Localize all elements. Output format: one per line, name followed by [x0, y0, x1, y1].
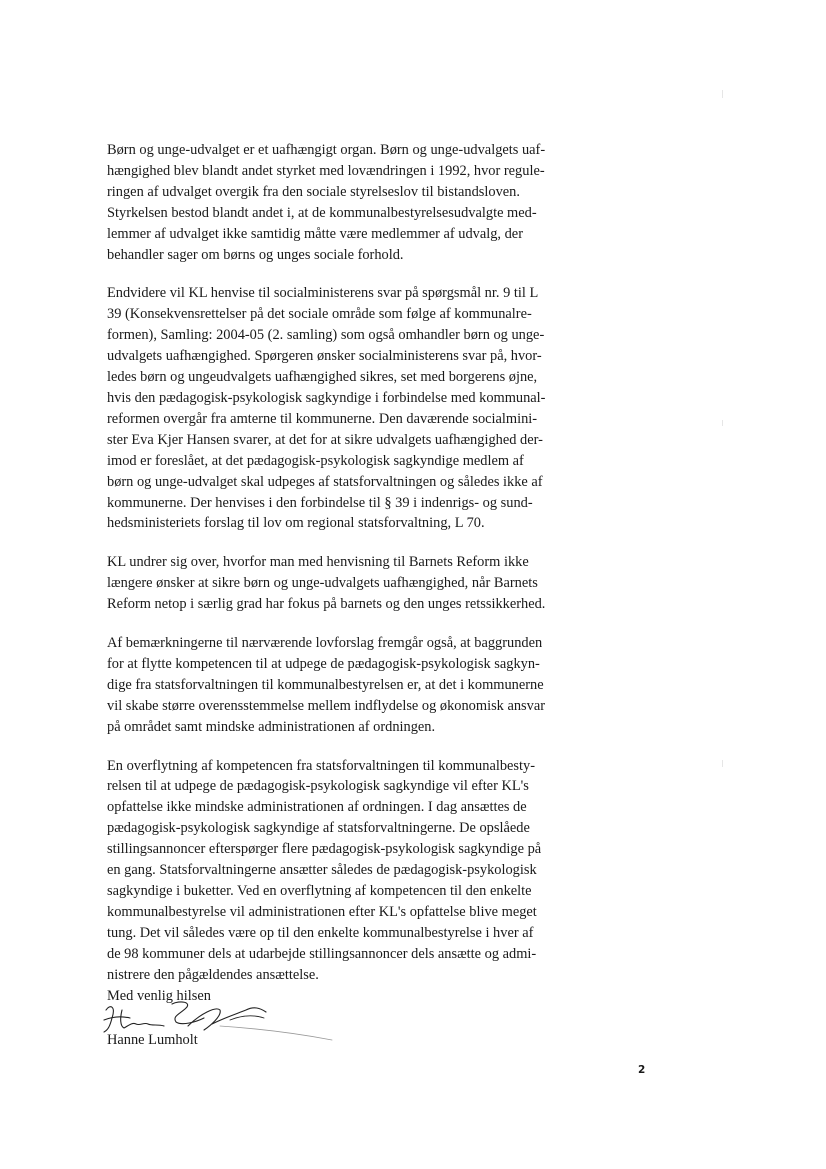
text-line: Endvidere vil KL henvise til socialministerens svar på spørgsmål nr. 9 til L — [107, 285, 539, 302]
text-line: hvis den pædagogisk-psykologisk sagkyndige i forbindelse med kommunal- — [107, 389, 546, 406]
text-line: Børn og unge-udvalget er et uafhængigt organ. Børn og unge-udvalgets uaf- — [107, 142, 546, 158]
text-line: hængighed blev blandt andet styrket med lovændringen i 1992, hvor regule- — [107, 162, 545, 179]
text-line: kommunalbestyrelse vil administrationen efter KL's opfattelse blive meget — [107, 903, 537, 920]
text-line: ster Eva Kjer Hansen svarer, at det for at sikre udvalgets uafhængighed der- — [107, 431, 543, 448]
text-line: de 98 kommuner dels at udarbejde stillingsannoncer dels ansætte og admi- — [107, 945, 537, 962]
page-number: 2 — [638, 1064, 646, 1076]
text-line: for at flytte kompetencen til at udpege de pædagogisk-psykologisk sagkyn- — [107, 655, 540, 672]
text-line: Styrkelsen bestod blandt andet i, at de kommunalbestyrelsesudvalgte med- — [107, 204, 537, 221]
paragraph-3 — [107, 552, 607, 615]
text-line: længere ønsker at sikre børn og unge-udvalgets uafhængighed, når Barnets — [107, 575, 538, 592]
text-line: ledes børn og ungeudvalgets uafhængighed sikres, set med borgerens øjne, — [107, 369, 538, 386]
text-line: hedsministeriets forslag til lov om regional statsforvaltning, L 70. — [107, 515, 485, 532]
text-line: dige fra statsforvaltningen til kommunalbestyrelsen er, at det i kommunerne — [107, 676, 544, 693]
text-line: vil skabe større overensstemmelse mellem indflydelse og økonomisk ansvar — [107, 697, 546, 714]
text-line: reformen overgår fra amterne til kommunerne. Den daværende socialmini- — [107, 410, 538, 427]
text-line: stillingsannoncer efterspørger flere pædagogisk-psykologisk sagkyndige på — [107, 841, 542, 858]
paragraph-1 — [107, 140, 607, 265]
text-line: Af bemærkningerne til nærværende lovforslag fremgår også, at baggrunden — [107, 635, 543, 652]
text-line: Reform netop i særlig grad har fokus på barnets og den unges retssikkerhed. — [107, 596, 546, 613]
text-line: kommunerne. Der henvises i den forbindelse til § 39 i indenrigs- og sund- — [107, 494, 533, 511]
text-line: på området samt mindske administrationen af ordningen. — [107, 718, 436, 735]
text-line: 39 (Konsekvensrettelser på det sociale område som følge af kommunalre- — [107, 306, 532, 323]
text-line: udvalgets uafhængighed. Spørgeren ønsker socialministerens svar på, hvor- — [107, 348, 542, 365]
closing-greeting: Med venlig hilsen — [107, 988, 211, 1004]
text-line: sagkyndige i buketter. Ved en overflytning af kompetencen til den enkelte — [107, 883, 532, 899]
text-line: opfattelse ikke mindske administrationen af ordningen. I dag ansættes de — [107, 799, 527, 816]
paragraph-4 — [107, 633, 607, 738]
text-line: tung. Det vil således være op til den enkelte kommunalbestyrelse i hver af — [107, 924, 534, 941]
text-line: En overflytning af kompetencen fra statsforvaltningen til kommunalbesty- — [107, 757, 536, 774]
handwritten-signature — [100, 996, 340, 1056]
text-line: ringen af udvalget overgik fra den sociale styrelseslov til bistandsloven. — [107, 183, 520, 200]
text-line: lemmer af udvalget ikke samtidig måtte være medlemmer af udvalg, der — [107, 225, 523, 242]
text-line: imod er foreslået, at det pædagogisk-psykologisk sagkyndige medlem af — [107, 452, 524, 469]
text-line: nistrere den pågældendes ansættelse. — [107, 966, 319, 983]
text-line: en gang. Statsforvaltningerne ansætter således de pædagogisk-psykologisk — [107, 862, 537, 879]
scan-mark — [722, 420, 723, 426]
text-line: pædagogisk-psykologisk sagkyndige af statsforvaltningerne. De opslåede — [107, 820, 530, 837]
paragraph-2 — [107, 283, 607, 534]
scan-mark — [722, 760, 723, 767]
text-line: behandler sager om børns og unges sociale forhold. — [107, 246, 404, 263]
paragraph-5 — [107, 756, 607, 986]
text-line: formen), Samling: 2004-05 (2. samling) som også omhandler børn og unge- — [107, 327, 545, 344]
text-line: relsen til at udpege de pædagogisk-psykologisk sagkyndige vil efter KL's — [107, 778, 529, 795]
text-line: børn og unge-udvalget skal udpeges af statsforvaltningen og således ikke af — [107, 473, 543, 490]
letter-body — [107, 140, 607, 1004]
text-line: KL undrer sig over, hvorfor man med henvisning til Barnets Reform ikke — [107, 554, 529, 571]
scan-mark — [722, 90, 723, 98]
signer-name: Hanne Lumholt — [107, 1031, 198, 1048]
